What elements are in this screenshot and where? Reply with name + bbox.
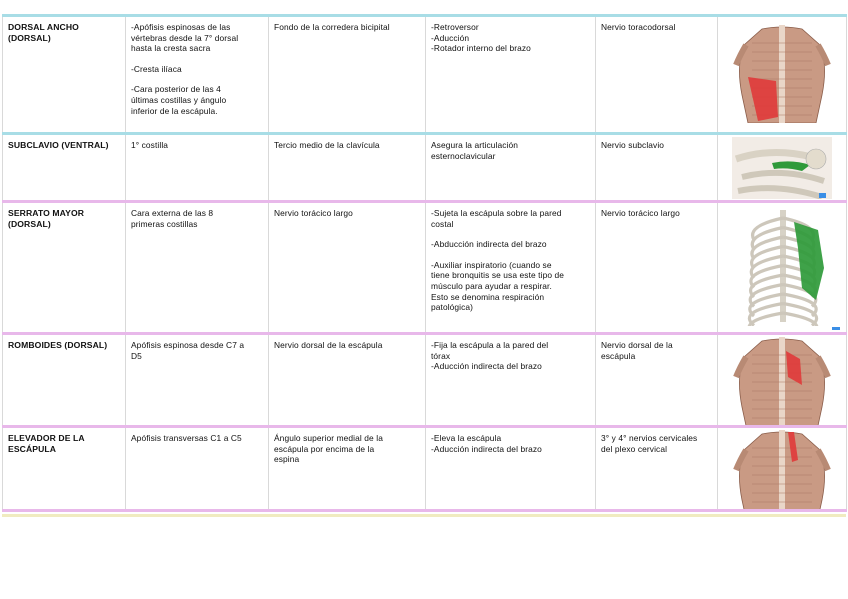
cell-line: (DORSAL) (8, 218, 51, 229)
cell-line: Cara externa de las 8 (131, 208, 214, 218)
cell-paragraph (431, 140, 591, 161)
table-row (3, 134, 847, 202)
cell-line: escápula por encima de la (274, 443, 375, 454)
cell-paragraph (131, 340, 264, 361)
cell-line: patológica) (431, 302, 474, 313)
nerve-cell (596, 202, 718, 334)
cell-line: DORSAL ANCHO (8, 22, 79, 32)
cell-line: primeras costillas (131, 218, 198, 229)
muscle-image-cell (718, 334, 847, 427)
cell-line: escápula (601, 350, 636, 361)
cell-line: Apófisis espinosa desde C7 a (131, 340, 245, 350)
insertion-cell (269, 16, 426, 134)
muscle-name-cell (3, 427, 126, 511)
cell-paragraph (131, 64, 264, 75)
table-row (3, 202, 847, 334)
cell-line: Nervio subclavio (601, 140, 665, 150)
muscle-image-cell (718, 134, 847, 202)
cell-line: hasta la cresta sacra (131, 43, 211, 54)
cell-line: Fondo de la corredera bicipital (274, 22, 390, 32)
cell-line: 1° costilla (131, 140, 169, 150)
cell-line: ROMBOIDES (DORSAL) (8, 340, 108, 350)
nerve-cell (596, 427, 718, 511)
muscle-name-cell (3, 134, 126, 202)
nerve-cell (596, 134, 718, 202)
muscle-name-cell (3, 202, 126, 334)
cell-line: últimas costillas y ángulo (131, 94, 227, 105)
cell-line: -Fija la escápula a la pared del (431, 340, 549, 350)
cell-line: -Sujeta la escápula sobre la pared (431, 208, 562, 218)
cell-line: músculo para ayudar a respirar. (431, 280, 552, 291)
action-cell (426, 202, 596, 334)
muscle-name-cell (3, 16, 126, 134)
insertion-cell (269, 334, 426, 427)
cell-line: tórax (431, 350, 451, 361)
cell-line: Nervio dorsal de la (601, 340, 673, 350)
origin-cell (126, 202, 269, 334)
cell-line: inferior de la escápula. (131, 105, 218, 116)
cell-line: Esto se denomina respiración (431, 291, 545, 302)
cell-line: Nervio dorsal de la escápula (274, 340, 383, 350)
cell-paragraph (431, 340, 591, 372)
muscle-image-cell (718, 427, 847, 511)
muscle-name-cell (3, 334, 126, 427)
cell-line: Asegura la articulación (431, 140, 519, 150)
muscle-table (2, 14, 847, 512)
back-rhomboid-icon (732, 337, 832, 427)
back-levator-scapulae-icon (732, 430, 832, 511)
origin-cell (126, 16, 269, 134)
cell-paragraph (431, 239, 591, 250)
cell-paragraph (131, 433, 264, 444)
cell-line: esternoclavicular (431, 150, 496, 161)
cell-line: -Aducción indirecta del brazo (431, 361, 542, 372)
cell-line: (DORSAL) (8, 32, 51, 43)
cell-line: -Abducción indirecta del brazo (431, 239, 547, 250)
table-bottom-border (2, 514, 846, 517)
cell-line: SUBCLAVIO (VENTRAL) (8, 140, 109, 150)
cell-line: costal (431, 218, 454, 229)
cell-line: Nervio toracodorsal (601, 22, 676, 32)
shoulder-subclavius-icon (732, 137, 832, 199)
cell-line: SERRATO MAYOR (8, 208, 85, 218)
action-cell (426, 134, 596, 202)
nerve-cell (596, 334, 718, 427)
cell-line: -Apófisis espinosas de las (131, 22, 231, 32)
image-resize-handle[interactable] (819, 193, 826, 198)
cell-line: -Cara posterior de las 4 (131, 84, 221, 95)
origin-cell (126, 427, 269, 511)
cell-line: tiene bronquitis se usa este tipo de (431, 270, 565, 281)
cell-line: -Cresta ilíaca (131, 63, 182, 74)
origin-cell (126, 334, 269, 427)
cell-line: espina (274, 454, 300, 465)
cell-line: -Aducción indirecta del brazo (431, 443, 542, 454)
nerve-cell (596, 16, 718, 134)
cell-paragraph (131, 208, 264, 229)
table-row (3, 427, 847, 511)
cell-line: D5 (131, 350, 142, 361)
cell-paragraph (431, 208, 591, 229)
action-cell (426, 334, 596, 427)
cell-paragraph (431, 433, 591, 454)
table-row (3, 334, 847, 427)
image-resize-handle[interactable] (832, 327, 840, 330)
cell-line: ESCÁPULA (8, 443, 57, 454)
cell-paragraph (131, 140, 264, 151)
insertion-cell (269, 427, 426, 511)
cell-paragraph (131, 22, 264, 54)
cell-line: ELEVADOR DE LA (8, 433, 85, 443)
table-row (3, 16, 847, 134)
cell-paragraph (431, 260, 591, 313)
insertion-cell (269, 202, 426, 334)
ribcage-serratus-icon (732, 208, 832, 326)
cell-line: 3° y 4° nervios cervicales (601, 433, 698, 443)
cell-line: -Auxiliar inspiratorio (cuando se (431, 259, 552, 270)
cell-paragraph (431, 22, 591, 54)
muscle-image-cell (718, 202, 847, 334)
cell-line: Nervio torácico largo (601, 208, 680, 218)
cell-line: Apófisis transversas C1 a C5 (131, 433, 242, 443)
cell-line: del plexo cervical (601, 443, 668, 454)
cell-line: vértebras desde la 7° dorsal (131, 32, 239, 43)
action-cell (426, 16, 596, 134)
cell-paragraph (131, 84, 264, 116)
cell-line: Tercio medio de la clavícula (274, 140, 380, 150)
back-muscles-latissimus-icon (732, 25, 832, 123)
cell-line: -Retroversor (431, 22, 479, 32)
origin-cell (126, 134, 269, 202)
muscle-image-cell (718, 16, 847, 134)
cell-line: -Eleva la escápula (431, 433, 502, 443)
insertion-cell (269, 134, 426, 202)
cell-line: -Aducción (431, 32, 470, 43)
cell-line: Nervio torácico largo (274, 208, 353, 218)
cell-line: Ángulo superior medial de la (274, 433, 383, 443)
action-cell (426, 427, 596, 511)
cell-line: -Rotador interno del brazo (431, 43, 531, 54)
